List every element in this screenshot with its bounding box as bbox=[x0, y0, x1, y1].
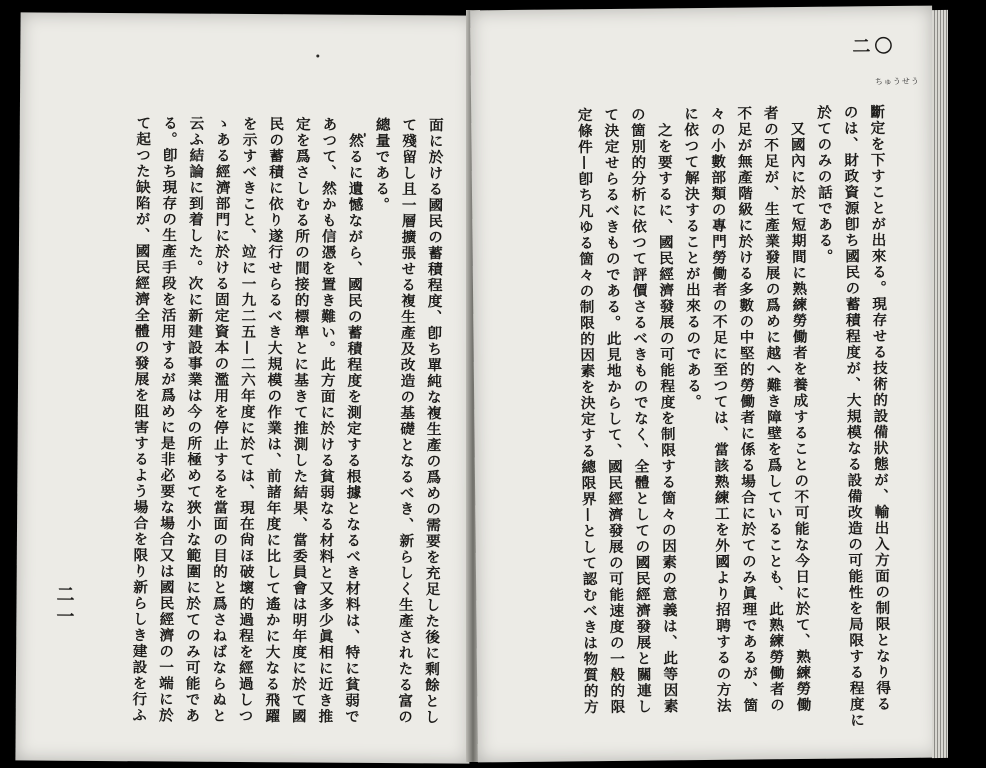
text-column: あつて、然かも信憑を置き難い。此方面に於ける貧弱なる材料と又多少眞相に近き推 bbox=[316, 116, 338, 725]
text-column: て決定せらるべきものである。此見地からして、國民經濟發展の可能速度の一般的限 bbox=[602, 106, 626, 716]
text-column: 不足が無產階級に於ける多數の中堅的勞働者に係る場合に於てのみ眞理であるが、箇 bbox=[735, 105, 759, 714]
page-number-right: 二〇 bbox=[852, 35, 897, 58]
text-column: 然るに遺憾ながら、國民の蓄積程度を測定する根據となるべき材料は、特に貧弱で bbox=[342, 132, 365, 725]
paper-speck bbox=[364, 133, 366, 137]
text-column: て殘留し且一層擴張せる複生產及改造の基礎となるべき、新らしく生產されたる富の bbox=[396, 117, 418, 726]
right-page-text bbox=[477, 104, 896, 736]
right-page bbox=[470, 6, 940, 763]
text-column: 云ふ結論に到着した。次に新建設事業は今の所極めて狹小な範圍に於てのみ可能であ bbox=[183, 115, 205, 724]
ruby-annotation: ちゅうせう bbox=[874, 76, 920, 87]
text-column: を示すべきこと、竝に一九二五—二六年度に於ては、現在尙ほ破壞的過程を經過しつ bbox=[236, 115, 258, 725]
text-column: の箇別的分析に依つて評價さるべきものでなく、全體としての國民經濟發展と關連し bbox=[628, 106, 653, 715]
left-page bbox=[15, 12, 474, 763]
page-fore-edge bbox=[932, 10, 948, 758]
text-column: て起つた缺陷が、國民經濟全體の發展を阻害するよう場合を限り新らしき建設を行ふ bbox=[130, 115, 152, 724]
paper-speck bbox=[316, 54, 319, 57]
text-column: 々の小數部類の專門勞働者の不足に至つては、當該熟練工を外國より招聘するの方法 bbox=[708, 105, 732, 714]
text-column: 定條件—卽ち凡ゆる箇々の制限的因素を決定する總限界—として認むべきは物質的方 bbox=[575, 107, 599, 716]
text-column: る。卽ち現存の生產手段を活用するが爲めに是非必要な場合又は國民經濟の一端に於 bbox=[156, 115, 178, 724]
text-column: 民の蓄積に依り遂行せらるべき大規模の作業は、前諸年度に比して遙かに大なる飛躍 bbox=[263, 116, 285, 725]
text-column: ゝある經濟部門に於ける固定資本の濫用を停止するを當面の目的と爲さねばならぬと bbox=[209, 115, 232, 724]
text-column: 總量である。 bbox=[373, 116, 391, 214]
text-column: 於てのみの話である。 bbox=[814, 104, 834, 265]
text-column: 面に於ける國民の蓄積程度、卽ち單純な複生產の爲めの需要を充足した後に剩餘とし bbox=[422, 117, 444, 726]
text-column: に依つて解決することが出來るのである。 bbox=[681, 106, 703, 411]
text-column: 定を爲さしむる所の間接的標準とに基きて推測した結果、當委員會は明年度に於て國 bbox=[289, 116, 311, 725]
text-column: 者の不足が、生產業發展の爲めに越へ難き障壁を爲していることも、此熟練勞働者の bbox=[761, 105, 786, 714]
text-column: 又國內に於て短期間に熟練勞働者を養成することの不可能な今日に於て、熟練勞働 bbox=[788, 120, 812, 714]
text-column: 之を要するに、國民經濟發展の可能程度を制限する箇々の因素の意義は、此等因素 bbox=[655, 122, 679, 715]
text-column: のは、財政資源卽ち國民の蓄積程度が、大規模なる設備改造の可能性を局限する程度に bbox=[841, 104, 866, 729]
text-column: 斷定を下すことが出來る。現存せる技術的設備狀態が、輸出入方面の制限となり得る bbox=[868, 104, 892, 713]
left-page-text bbox=[44, 115, 448, 738]
page-number-left: 二一 bbox=[53, 584, 75, 629]
